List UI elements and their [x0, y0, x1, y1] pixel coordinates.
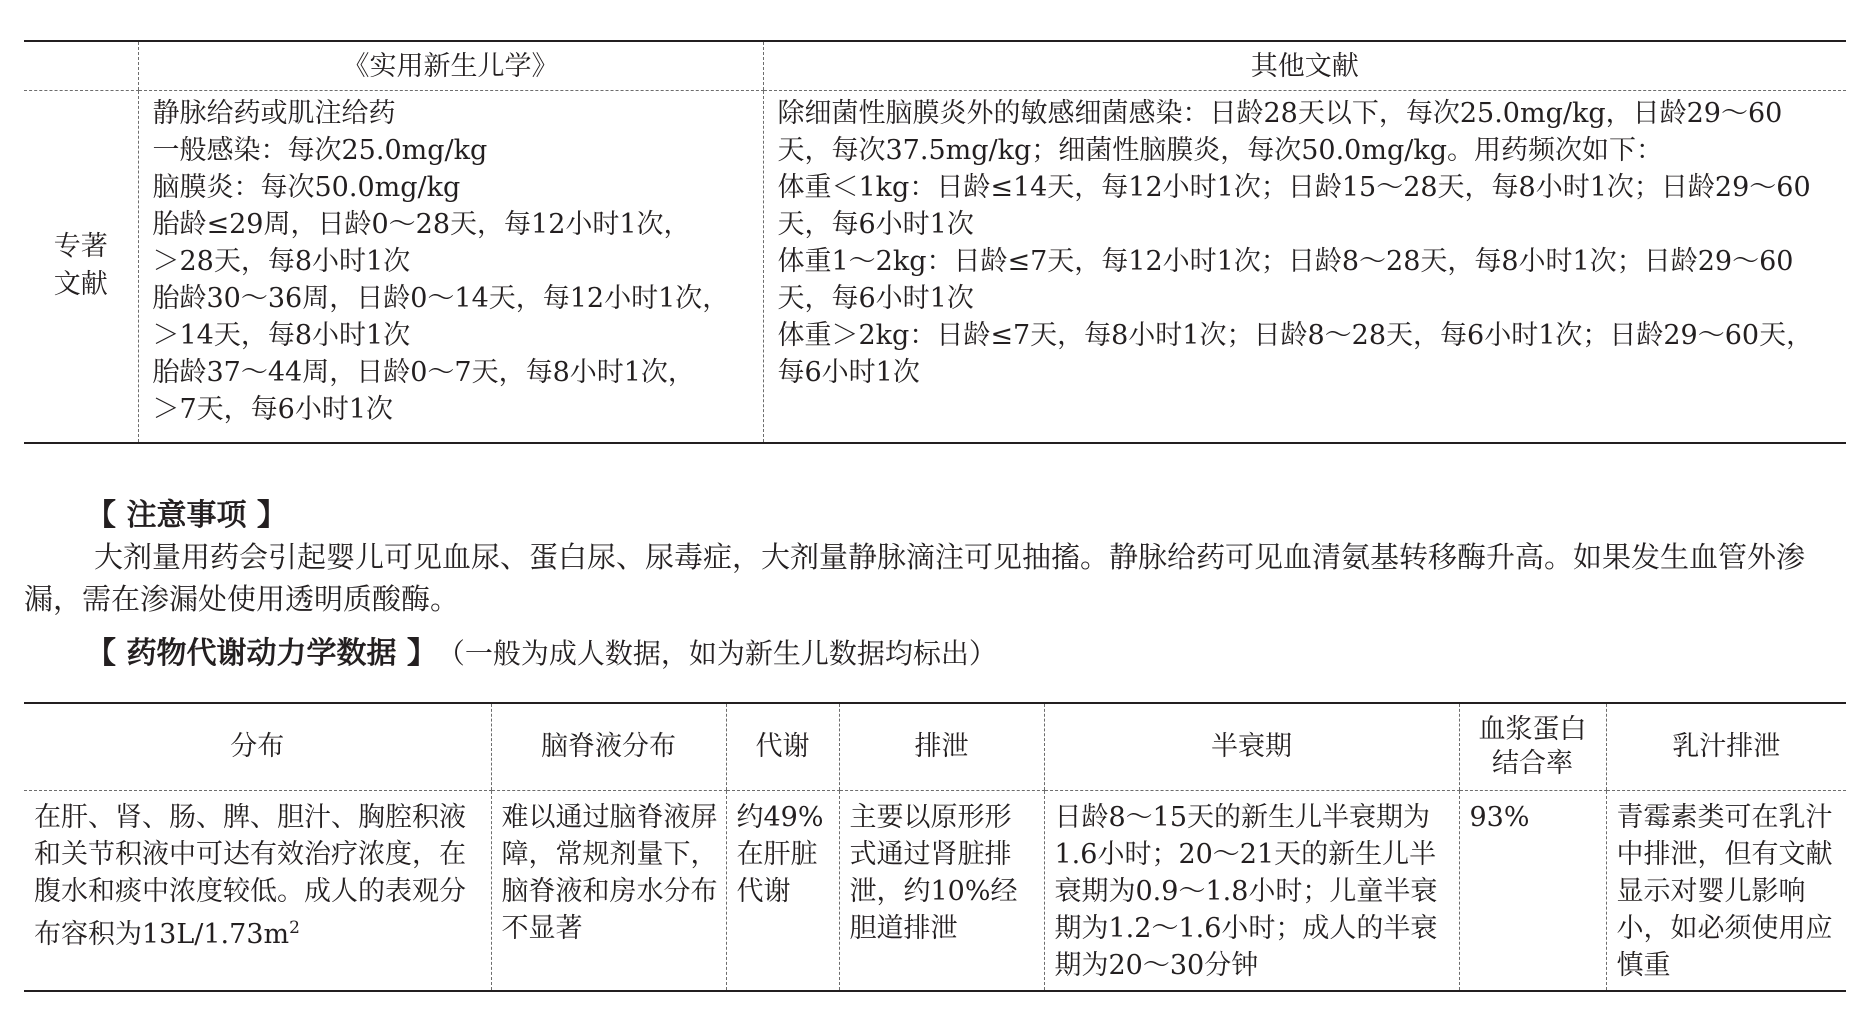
pk-distribution-sup: 2 — [289, 918, 300, 938]
notes-paragraph: 大剂量用药会引起婴儿可见血尿、蛋白尿、尿毒症，大剂量静脉滴注可见抽搐。静脉给药可见血清氨基转移酶升高。如果发生血管外渗漏，需在渗漏处使用透明质酸酶。 — [24, 540, 1806, 616]
pk-header-half-life: 半衰期 — [1044, 703, 1459, 791]
dosage-row — [24, 91, 1846, 443]
pk-distribution-text: 在肝、肾、肠、脾、胆汁、胸腔积液和关节积液中可达有效治疗浓度，在腹水和痰中浓度较低。成人的表观分布容积为13L/1.73m — [34, 802, 466, 950]
dosage-table — [24, 40, 1846, 444]
pk-milk-cell: 青霉素类可在乳汁中排泄，但有文献显示对婴儿影响小，如必须使用应慎重 — [1606, 791, 1846, 992]
book-line: 胎龄≤29周，日龄0～28天，每12小时1次， — [152, 209, 691, 240]
pk-header-csf: 脑脊液分布 — [491, 703, 726, 791]
pk-excretion-cell: 主要以原形形式通过肾脏排泄，约10%经胆道排泄 — [839, 791, 1044, 992]
book-line: 静脉给药或肌注给药 — [152, 98, 396, 129]
notes-title: 【 注意事项 】 — [86, 498, 287, 533]
pk-metabolism-cell: 约49%在肝脏代谢 — [726, 791, 839, 992]
dosage-book-cell — [138, 91, 763, 443]
pk-header-excretion: 排泄 — [839, 703, 1044, 791]
dosage-header-book: 《实用新生儿学》 — [138, 41, 763, 91]
book-line: ＞14天，每8小时1次 — [152, 320, 411, 351]
pk-data-row — [24, 791, 1846, 992]
pk-half-life-cell: 日龄8～15天的新生儿半衰期为1.6小时；20～21天的新生儿半衰期为0.9～1.8小时；儿童半衰期为1.2～1.6小时；成人的半衰期为20～30分钟 — [1044, 791, 1459, 992]
pk-subtitle: （一般为成人数据，如为新生儿数据均标出） — [450, 637, 997, 670]
dosage-other-cell — [763, 91, 1846, 443]
pk-heading — [86, 628, 997, 672]
book-line: 胎龄30～36周，日龄0～14天，每12小时1次， — [152, 283, 730, 314]
pk-title: 【 药物代谢动力学数据 】 — [86, 636, 437, 671]
book-line: ＞28天，每8小时1次 — [152, 246, 411, 277]
pk-header-milk: 乳汁排泄 — [1606, 703, 1846, 791]
pk-table — [24, 702, 1846, 992]
dosage-row-label — [24, 91, 138, 443]
book-line: 脑膜炎：每次50.0mg/kg — [152, 172, 461, 203]
pk-protein-binding-cell: 93% — [1459, 791, 1606, 992]
dosage-header-blank — [24, 41, 138, 91]
row-label-line-2: 文献 — [53, 269, 108, 301]
pk-header-distribution: 分布 — [24, 703, 491, 791]
other-paragraph: 体重1～2kg：日龄≤7天，每12小时1次；日龄8～28天，每8小时1次；日龄29～60天，每6小时1次 — [777, 246, 1794, 314]
pk-header-row — [24, 703, 1846, 791]
other-paragraph: 除细菌性脑膜炎外的敏感细菌感染：日龄28天以下，每次25.0mg/kg，日龄29～60天，每次37.5mg/kg；细菌性脑膜炎，每次50.0mg/kg。用药频次如下： — [777, 98, 1783, 166]
other-paragraph: 体重＜1kg：日龄≤14天，每12小时1次；日龄15～28天，每8小时1次；日龄29～60天，每6小时1次 — [777, 172, 1811, 240]
pk-header-protein-binding: 血浆蛋白结合率 — [1459, 703, 1606, 791]
dosage-header-other: 其他文献 — [763, 41, 1846, 91]
pk-distribution-cell — [24, 791, 491, 992]
book-line: 一般感染：每次25.0mg/kg — [152, 135, 488, 166]
book-line: ＞7天，每6小时1次 — [152, 394, 394, 425]
dosage-header-row — [24, 41, 1846, 91]
other-paragraph: 体重＞2kg：日龄≤7天，每8小时1次；日龄8～28天，每6小时1次；日龄29～60天，每6小时1次 — [777, 320, 1814, 388]
pk-csf-cell: 难以通过脑脊液屏障，常规剂量下，脑脊液和房水分布不显著 — [491, 791, 726, 992]
book-line: 胎龄37～44周，日龄0～7天，每8小时1次， — [152, 357, 695, 388]
row-label-line-1: 专著 — [53, 231, 108, 263]
pk-header-metabolism: 代谢 — [726, 703, 839, 791]
